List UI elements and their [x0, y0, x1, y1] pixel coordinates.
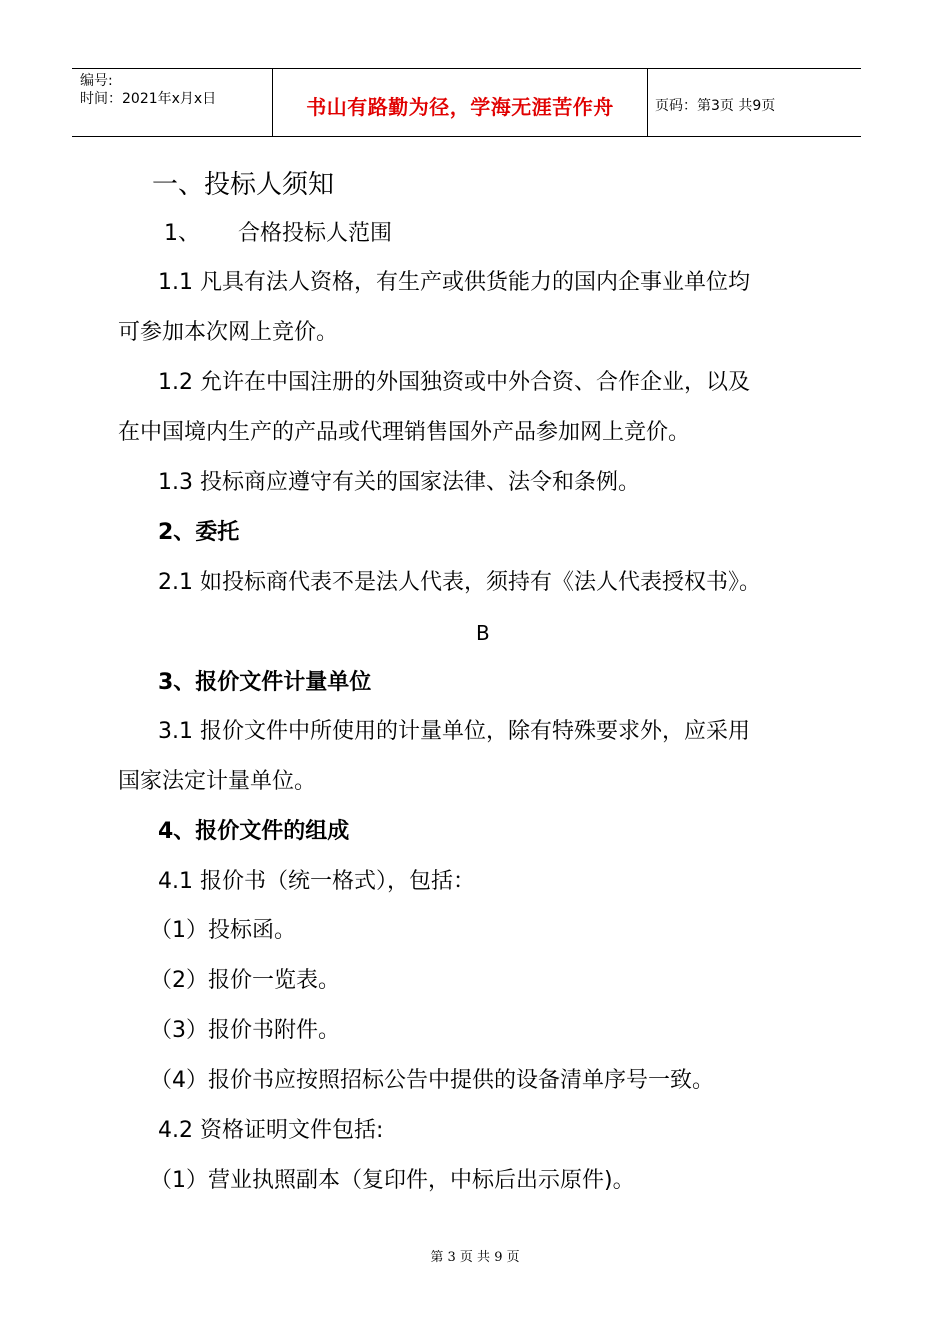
subsection-1-number: 1、 — [164, 221, 200, 246]
paragraph-3-1-line-1: 3.1 报价文件中所使用的计量单位，除有特殊要求外，应采用 — [158, 719, 750, 744]
paragraph-2-1: 2.1 如投标商代表不是法人代表，须持有《法人代表授权书》。 — [158, 570, 761, 595]
page-header — [72, 68, 861, 137]
list-item-4-2-1: （1）营业执照副本（复印件，中标后出示原件)。 — [150, 1168, 635, 1193]
header-page-info: 页码：第3页 共9页 — [655, 98, 776, 114]
time-label: 时间：2021年x月x日 — [80, 91, 217, 107]
subsection-2-title: 2、委托 — [158, 520, 240, 545]
list-item-4-1-3: （3）报价书附件。 — [150, 1018, 340, 1043]
paragraph-1-2-line-2: 在中国境内生产的产品或代理销售国外产品参加网上竞价。 — [118, 420, 691, 445]
number-label: 编号: — [80, 73, 113, 89]
header-right-cell — [647, 69, 861, 136]
list-item-4-1-4: （4）报价书应按照招标公告中提供的设备清单序号一致。 — [150, 1068, 714, 1093]
paragraph-4-1: 4.1 报价书（统一格式），包括： — [158, 869, 475, 894]
header-motto: 书山有路勤为径，学海无涯苦作舟 — [306, 95, 614, 119]
paragraph-4-2: 4.2 资格证明文件包括: — [158, 1118, 384, 1143]
header-motto-cell — [272, 69, 648, 136]
paragraph-1-3: 1.3 投标商应遵守有关的国家法律、法令和条例。 — [158, 470, 640, 495]
subsection-1-title: 合格投标人范围 — [238, 221, 393, 246]
paragraph-3-1-line-2: 国家法定计量单位。 — [118, 769, 317, 794]
list-item-4-1-1: （1）投标函。 — [150, 918, 296, 943]
section-title: 一、投标人须知 — [152, 170, 335, 200]
list-item-4-1-2: （2）报价一览表。 — [150, 968, 340, 993]
marker-letter: B — [476, 621, 490, 645]
page-footer: 第 3 页 共 9 页 — [430, 1250, 520, 1265]
paragraph-1-2-line-1: 1.2 允许在中国注册的外国独资或中外合资、合作企业，以及 — [158, 370, 750, 395]
paragraph-1-1-line-1: 1.1 凡具有法人资格，有生产或供货能力的国内企事业单位均 — [158, 270, 750, 295]
paragraph-1-1-line-2: 可参加本次网上竞价。 — [118, 320, 339, 345]
subsection-4-title: 4、报价文件的组成 — [158, 819, 350, 844]
header-left-cell — [72, 69, 272, 136]
subsection-1-heading — [164, 219, 392, 249]
subsection-3-title: 3、报价文件计量单位 — [158, 670, 372, 695]
